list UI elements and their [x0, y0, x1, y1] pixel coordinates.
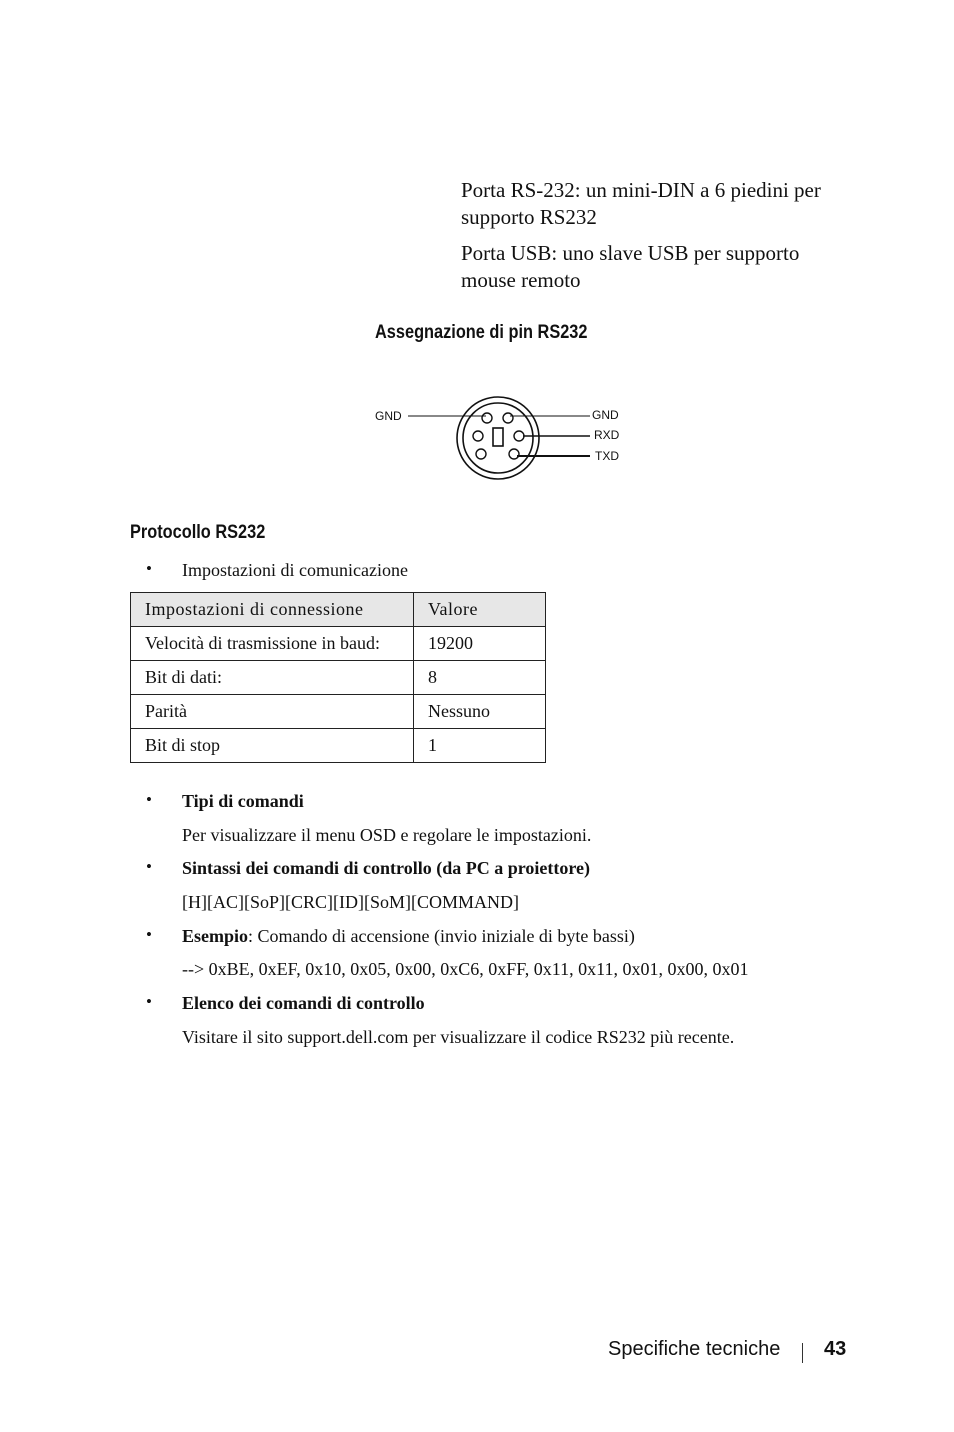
table-header-row [131, 593, 546, 627]
table-cell: 8 [414, 661, 546, 695]
bullet-marker: • [146, 992, 152, 1011]
table-row [131, 729, 546, 763]
protocol-heading: Protocollo RS232 [130, 522, 266, 543]
command-types-title: Tipi di comandi [182, 791, 304, 811]
bullet-marker: • [146, 925, 152, 944]
control-syntax-title: Sintassi dei comandi di controllo (da PC a proiettore) [182, 858, 591, 878]
page-number: 43 [824, 1338, 847, 1360]
rxd-label: RXD [594, 428, 620, 442]
pin-assignment-heading: Assegnazione di pin RS232 [375, 322, 588, 343]
table-cell: 19200 [414, 627, 546, 661]
table-cell: Parità [131, 695, 414, 729]
control-commands-list-text: Visitare il sito support.dell.com per visualizzare il codice RS232 più recente. [182, 1027, 735, 1047]
table-header-cell: Valore [414, 593, 546, 627]
bullet-marker: • [146, 857, 152, 876]
gnd-left-label: GND [375, 409, 402, 423]
bullet-marker: • [146, 559, 152, 578]
pin-bottom-left [476, 449, 486, 459]
table-row [131, 661, 546, 695]
communication-settings-bullet: Impostazioni di comunicazione [182, 560, 408, 580]
command-types-text: Per visualizzare il menu OSD e regolare le impostazioni. [182, 825, 592, 845]
txd-label: TXD [595, 449, 619, 463]
gnd-right-label: GND [592, 408, 619, 422]
control-commands-list-title: Elenco dei comandi di controllo [182, 993, 425, 1013]
mini-din-connector-diagram [360, 390, 640, 490]
bullet-marker: • [146, 790, 152, 809]
connector-outer-ring [457, 397, 539, 479]
pin-top-left [482, 413, 492, 423]
example-description: : Comando di accensione (invio iniziale di byte bassi) [248, 926, 635, 946]
pin-top-right [503, 413, 513, 423]
example-line [182, 924, 635, 948]
table-cell: Bit di stop [131, 729, 414, 763]
table-header-cell: Impostazioni di connessione [131, 593, 414, 627]
footer-separator [802, 1343, 803, 1363]
usb-port-description: Porta USB: uno slave USB per supporto mouse remoto [461, 241, 800, 292]
pin-bottom-right [509, 449, 519, 459]
connection-settings-table [130, 592, 546, 763]
table-cell: Velocità di trasmissione in baud: [131, 627, 414, 661]
pin-mid-right [514, 431, 524, 441]
connector-key [493, 428, 503, 446]
table-row [131, 627, 546, 661]
control-syntax-text: [H][AC][SoP][CRC][ID][SoM][COMMAND] [182, 892, 519, 912]
table-row [131, 695, 546, 729]
rs232-port-description: Porta RS-232: un mini-DIN a 6 piedini per supporto RS232 [461, 178, 821, 229]
example-label: Esempio [182, 926, 249, 946]
table-cell: 1 [414, 729, 546, 763]
table-cell: Nessuno [414, 695, 546, 729]
footer-section-name: Specifiche tecniche [608, 1338, 781, 1360]
pin-mid-left [473, 431, 483, 441]
example-bytes: --> 0xBE, 0xEF, 0x10, 0x05, 0x00, 0xC6, 0xFF, 0x11, 0x11, 0x01, 0x00, 0x01 [182, 959, 749, 979]
table-cell: Bit di dati: [131, 661, 414, 695]
